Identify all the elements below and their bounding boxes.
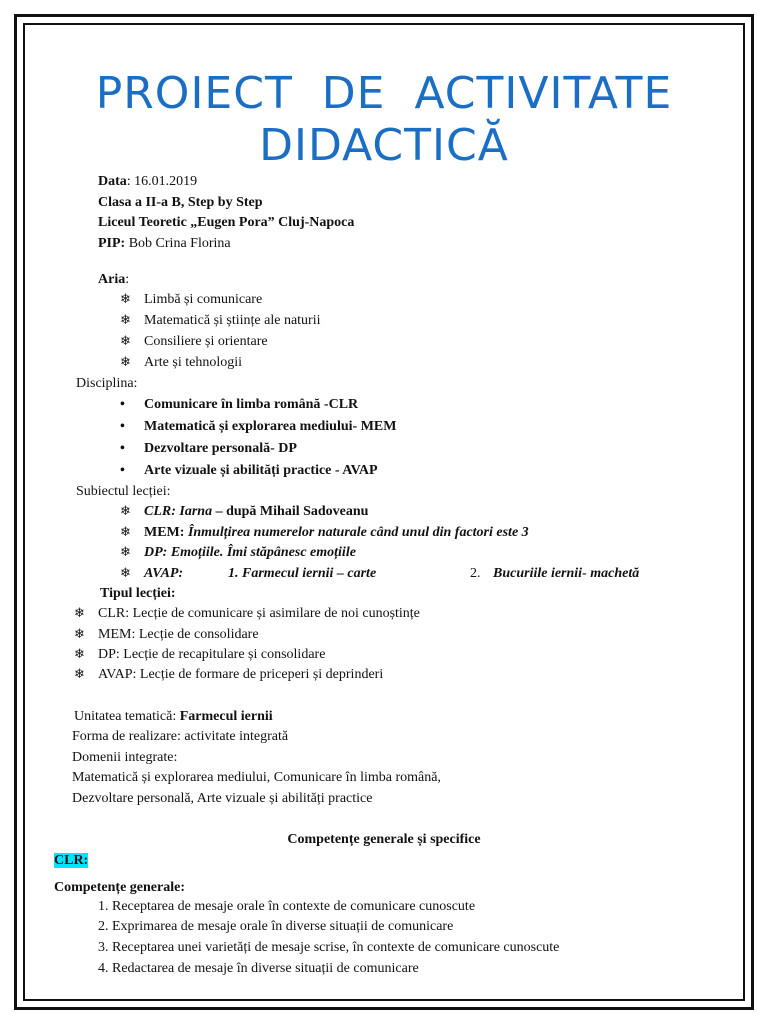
date-label: Data [98, 174, 127, 189]
tipul-label: Tipul lecției: [100, 586, 176, 601]
subiect-mem-topic: Înmulțirea numerelor naturale când unul din factori este 3 [187, 525, 529, 540]
pip-value: Bob Crina Florina [125, 236, 231, 251]
competenta-item: 4. Redactarea de mesaje în diverse situații de comunicare [98, 961, 419, 976]
unitatea-value: Farmecul iernii [179, 709, 273, 724]
subiect-avap-1: 1. Farmecul iernii – carte [228, 566, 377, 581]
snowflake-icon: ❄ [120, 334, 131, 349]
domenii-line-1: Matematică și explorarea mediului, Comunicare în limba română, [72, 770, 441, 785]
competenta-item: 1. Receptarea de mesaje orale în contexte de comunicare cunoscute [98, 899, 476, 914]
tipul-item [74, 605, 420, 623]
aria-line [98, 271, 129, 289]
subiect-avap [120, 565, 183, 583]
date-line [98, 173, 197, 191]
snowflake-icon: ❄ [120, 504, 131, 519]
subiect-dp [120, 544, 356, 562]
pip-label: PIP: [98, 236, 126, 251]
title-line-1: PROIECT DE ACTIVITATE [95, 68, 673, 119]
snowflake-icon: ❄ [74, 667, 85, 682]
snowflake-icon: ❄ [120, 355, 131, 370]
competenta-item: 3. Receptarea unei varietăți de mesaje scrise, în contexte de comunicare cunoscute [98, 940, 560, 955]
disciplina-item [120, 462, 378, 480]
title-line-2: DIDACTICĂ [259, 120, 509, 171]
snowflake-icon: ❄ [120, 525, 131, 540]
unitatea-label: Unitatea tematică: [74, 709, 180, 724]
subiect-clr-author: – după Mihail Sadoveanu [212, 504, 369, 519]
clr-tag-highlight: CLR: [54, 853, 89, 868]
tipul-item [74, 646, 325, 664]
domenii-line-2: Dezvoltare personală, Arte vizuale și abilități practice [72, 791, 373, 806]
aria-colon: : [125, 272, 130, 287]
disciplina-item [120, 396, 358, 414]
aria-item [120, 354, 242, 372]
aria-item [120, 291, 262, 309]
aria-label: Aria [98, 272, 126, 287]
tipul-item-label: AVAP: Lecție de formare de priceperi și deprinderi [98, 667, 384, 682]
snowflake-icon: ❄ [120, 292, 131, 307]
subiect-clr-topic: CLR: Iarna [144, 504, 213, 519]
tipul-item-label: CLR: Lecție de comunicare și asimilare de noi cunoștințe [98, 606, 420, 621]
disc-bullet-icon: • [120, 397, 125, 412]
disciplina-label: Disciplina: [76, 376, 138, 391]
disc-bullet-icon: • [120, 463, 125, 478]
disciplina-item [120, 418, 396, 436]
disc-bullet-icon: • [120, 441, 125, 456]
tipul-item-label: MEM: Lecție de consolidare [98, 627, 259, 642]
aria-item-label: Matematică și științe ale naturii [144, 313, 321, 328]
snowflake-icon: ❄ [120, 313, 131, 328]
disciplina-item [120, 440, 297, 458]
subiect-dp-topic: DP: Emoțiile. Îmi stăpânesc emoțiile [144, 545, 356, 560]
subiect-avap-tag: AVAP: [144, 566, 184, 581]
date-value: : 16.01.2019 [126, 174, 198, 189]
snowflake-icon: ❄ [120, 545, 131, 560]
tipul-item-label: DP: Lecție de recapitulare și consolidare [98, 647, 326, 662]
clr-tag [54, 852, 88, 870]
domenii-label: Domenii integrate: [72, 750, 178, 765]
pip-line [98, 235, 231, 253]
tipul-item [74, 626, 259, 644]
snowflake-icon: ❄ [74, 606, 85, 621]
disciplina-item-label: Matematică și explorarea mediului- MEM [144, 419, 397, 434]
subiect-label: Subiectul lecției: [76, 484, 171, 499]
aria-item-label: Limbă și comunicare [144, 292, 263, 307]
disciplina-item-label: Dezvoltare personală- DP [144, 441, 297, 456]
snowflake-icon: ❄ [74, 627, 85, 642]
disciplina-item-label: Arte vizuale și abilități practice - AVAP [144, 463, 378, 478]
tipul-item [74, 666, 383, 684]
competente-generale-label: Competențe generale: [54, 880, 186, 895]
aria-item-label: Arte și tehnologii [144, 355, 242, 370]
competente-heading: Competențe generale și specifice [287, 832, 481, 847]
subiect-avap-2-num: 2. [470, 566, 481, 581]
disc-bullet-icon: • [120, 419, 125, 434]
snowflake-icon: ❄ [74, 647, 85, 662]
aria-item [120, 333, 268, 351]
aria-item [120, 312, 321, 330]
competenta-item: 2. Exprimarea de mesaje orale în diverse situații de comunicare [98, 919, 454, 934]
subiect-mem-tag: MEM: [144, 525, 188, 540]
subiect-clr [120, 503, 368, 521]
snowflake-icon: ❄ [120, 566, 131, 581]
unitatea-line [74, 708, 273, 726]
aria-item-label: Consiliere și orientare [144, 334, 268, 349]
forma-line: Forma de realizare: activitate integrată [72, 729, 289, 744]
subiect-avap-2: Bucuriile iernii- machetă [493, 566, 640, 581]
class-line: Clasa a II-a B, Step by Step [98, 195, 263, 210]
school-line: Liceul Teoretic „Eugen Pora” Cluj-Napoca [98, 215, 355, 230]
subiect-mem [120, 524, 529, 542]
disciplina-item-label: Comunicare în limba română -CLR [144, 397, 359, 412]
